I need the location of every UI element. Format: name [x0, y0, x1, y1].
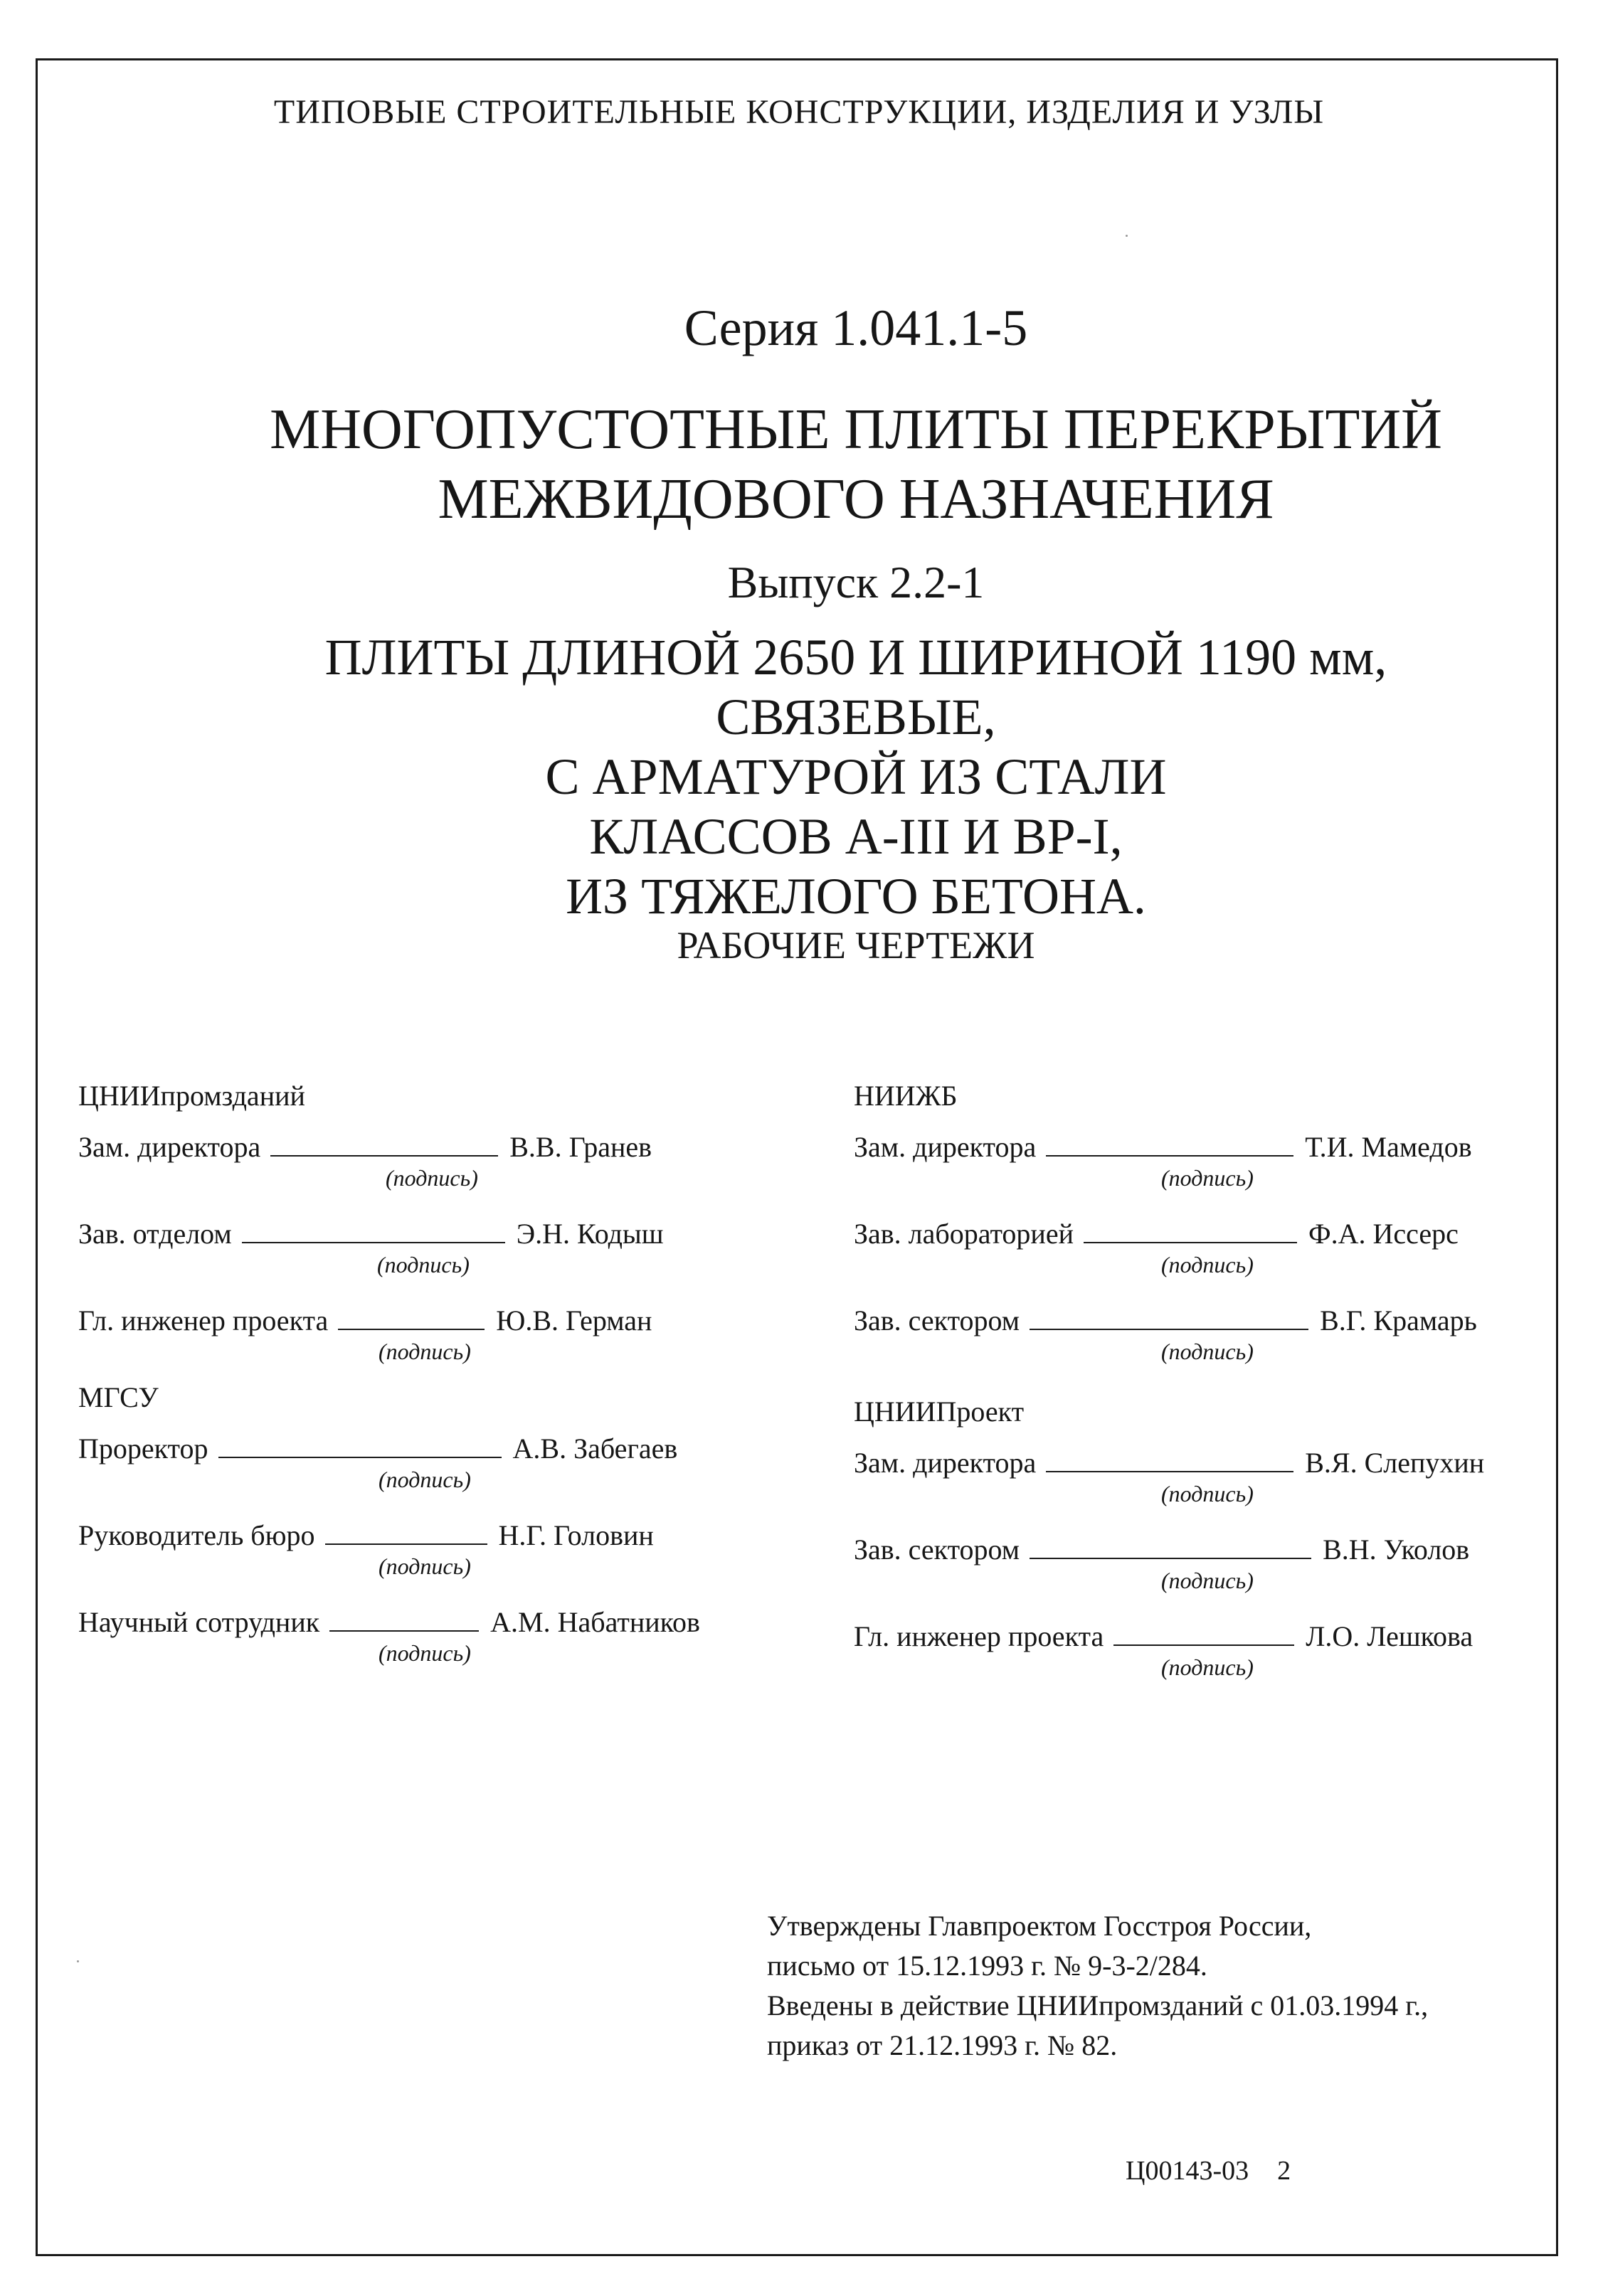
- signature-caption: (подпись): [377, 1252, 470, 1277]
- scan-speck: [1126, 235, 1128, 237]
- subtitle-line: С АРМАТУРОЙ ИЗ СТАЛИ: [545, 748, 1167, 805]
- signatory-role: Зам. директора: [78, 1131, 261, 1163]
- signature-caption: (подпись): [1161, 1165, 1254, 1191]
- signatory-role: Зав. сектором: [854, 1304, 1020, 1336]
- signatory-role: Зав. отделом: [78, 1218, 232, 1250]
- signature-caption: (подпись): [379, 1467, 471, 1492]
- subtitle-line: КЛАССОВ А-III И ВР-I,: [589, 808, 1123, 865]
- signature-line: [1046, 1155, 1293, 1157]
- signature-caption: (подпись): [1161, 1568, 1254, 1593]
- signatories-right: [854, 1075, 1537, 1693]
- signature-block: [78, 1428, 797, 1505]
- signatory-role: Гл. инженер проекта: [78, 1304, 329, 1336]
- page-number: 2: [1277, 2156, 1291, 2186]
- approval-line: письмо от 15.12.1993 г. № 9-3-2/284.: [767, 1950, 1207, 1982]
- signature-line: [338, 1329, 485, 1330]
- signatory-role: Гл. инженер проекта: [854, 1620, 1104, 1652]
- signature-line: [270, 1155, 498, 1157]
- signature-caption: (подпись): [379, 1553, 471, 1579]
- signature-block: [854, 1300, 1537, 1377]
- main-title: [57, 395, 1598, 534]
- issue-title: Выпуск 2.2-1: [727, 557, 985, 607]
- signatory-name: Ф.А. Иссерс: [1308, 1218, 1459, 1250]
- signature-line: [329, 1630, 479, 1632]
- signature-block: [78, 1127, 797, 1203]
- signature-line: [1030, 1558, 1311, 1559]
- signature-block: [78, 1515, 797, 1592]
- subtitle: [57, 627, 1598, 926]
- signatories-left: [78, 1075, 797, 1679]
- signatory-name: Н.Г. Головин: [498, 1519, 654, 1551]
- signature-block: [78, 1602, 797, 1679]
- header-line: ТИПОВЫЕ СТРОИТЕЛЬНЫЕ КОНСТРУКЦИИ, ИЗДЕЛИЯ И УЗЛЫ: [273, 93, 1325, 131]
- main-title-line: МНОГОПУСТОТНЫЕ ПЛИТЫ ПЕРЕКРЫТИЙ: [270, 398, 1442, 461]
- signatory-name: В.Г. Крамарь: [1320, 1304, 1477, 1336]
- signatory-role: Зам. директора: [854, 1447, 1037, 1479]
- signatory-name: А.В. Забегаев: [512, 1433, 678, 1465]
- signature-block: [854, 1616, 1537, 1693]
- signatory-name: Т.И. Мамедов: [1305, 1131, 1472, 1163]
- document-code-number: Ц00143-03: [1126, 2156, 1249, 2186]
- signatory-role: Зам. директора: [854, 1131, 1037, 1163]
- signature-block: [854, 1529, 1537, 1606]
- drawings-label: РАБОЧИЕ ЧЕРТЕЖИ: [677, 924, 1035, 967]
- signature-line: [1113, 1644, 1294, 1646]
- document-code: [1126, 2155, 1291, 2186]
- organization-name: ЦНИИПроект: [854, 1396, 1025, 1428]
- signatory-name: В.В. Гранев: [509, 1131, 652, 1163]
- signature-line: [218, 1457, 502, 1458]
- signature-block: [78, 1300, 797, 1377]
- signature-caption: (подпись): [1161, 1654, 1254, 1680]
- approval-line: Введены в действие ЦНИИпромзданий с 01.03.1994 г.,: [767, 1989, 1429, 2021]
- signature-block: [854, 1213, 1537, 1290]
- signature-caption: (подпись): [379, 1640, 471, 1666]
- signature-caption: (подпись): [1161, 1481, 1254, 1506]
- organization-name: МГСУ: [78, 1381, 159, 1413]
- signature-line: [242, 1242, 505, 1243]
- signature-line: [1046, 1471, 1293, 1472]
- signature-caption: (подпись): [379, 1339, 471, 1364]
- scan-speck: [77, 1960, 79, 1962]
- signature-block: [854, 1127, 1537, 1203]
- signature-line: [1030, 1329, 1308, 1330]
- approval-line: Утверждены Главпроектом Госстроя России,: [767, 1910, 1312, 1942]
- signature-caption: (подпись): [1161, 1252, 1254, 1277]
- signatory-role: Научный сотрудник: [78, 1606, 320, 1638]
- main-title-line: МЕЖВИДОВОГО НАЗНАЧЕНИЯ: [438, 468, 1274, 531]
- signatory-role: Зав. лабораторией: [854, 1218, 1074, 1250]
- signatory-name: В.Н. Уколов: [1323, 1534, 1470, 1566]
- signatory-role: Руководитель бюро: [78, 1519, 315, 1551]
- organization-name: ЦНИИпромзданий: [78, 1080, 305, 1112]
- approval-line: приказ от 21.12.1993 г. № 82.: [767, 2029, 1118, 2061]
- signature-caption: (подпись): [386, 1165, 478, 1191]
- approval-note: [767, 1906, 1428, 2066]
- signatory-name: В.Я. Слепухин: [1305, 1447, 1485, 1479]
- signatory-role: Зав. сектором: [854, 1534, 1020, 1566]
- signature-line: [1084, 1242, 1297, 1243]
- signatory-name: Ю.В. Герман: [496, 1304, 652, 1336]
- signatory-name: А.М. Набатников: [490, 1606, 700, 1638]
- subtitle-line: ПЛИТЫ ДЛИНОЙ 2650 И ШИРИНОЙ 1190 мм,: [324, 629, 1387, 686]
- signature-line: [325, 1543, 487, 1545]
- subtitle-line: СВЯЗЕВЫЕ,: [716, 689, 996, 745]
- signatory-name: Л.О. Лешкова: [1306, 1620, 1473, 1652]
- signature-block: [854, 1442, 1537, 1519]
- signature-caption: (подпись): [1161, 1339, 1254, 1364]
- series-title: Серия 1.041.1-5: [684, 299, 1028, 356]
- subtitle-line: ИЗ ТЯЖЕЛОГО БЕТОНА.: [566, 868, 1146, 925]
- signatory-name: Э.Н. Кодыш: [516, 1218, 664, 1250]
- signatory-role: Проректор: [78, 1433, 208, 1465]
- signature-block: [78, 1213, 797, 1290]
- organization-name: НИИЖБ: [854, 1080, 958, 1112]
